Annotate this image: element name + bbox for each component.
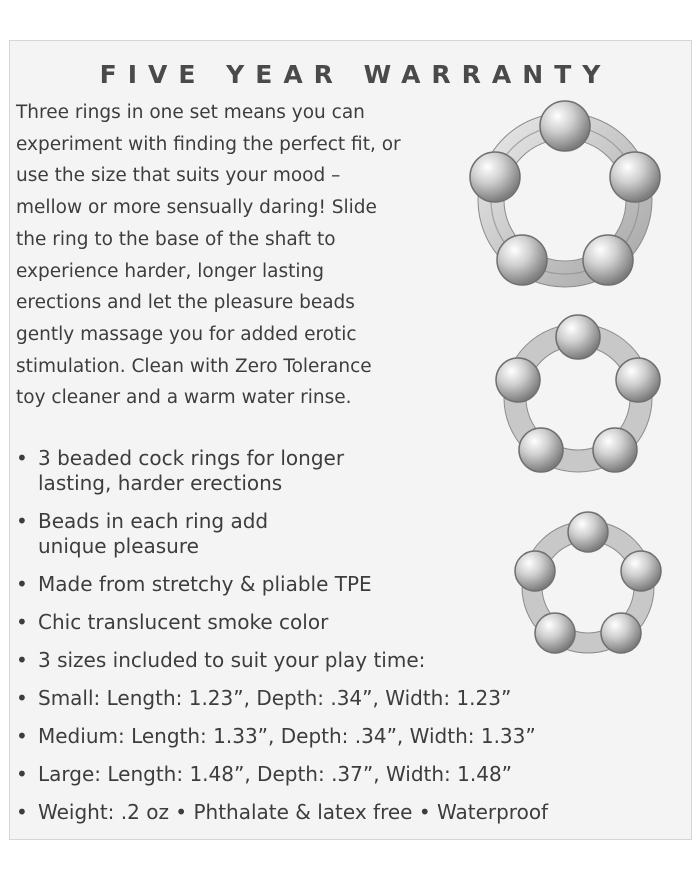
beaded-ring-small-icon [500,505,675,670]
product-description: Three rings in one set means you can experiment with finding the perfect fit, or use the size that suits your mood – mellow or more sensually daring! Slide the ring to the base of the shaft to experience harder, longer lasting erections and let the pleasure beads gently massage you for added erotic stimulation. Clean with Zero Tolerance toy cleaner and a warm water rinse. [16,102,401,409]
list-item-line: lasting, harder erections [38,471,283,495]
list-item: • Chic translucent smoke color [14,610,694,635]
list-item: • Large: Length: 1.48”, Depth: .37”, Width: 1.48” [14,762,694,787]
list-item-line: • Beads in each ring add [38,509,269,533]
list-item: • Medium: Length: 1.33”, Depth: .34”, Width: 1.33” [14,724,694,749]
beaded-ring-medium-icon [483,310,673,490]
list-item: • Weight: .2 oz • Phthalate & latex free • Waterproof [14,800,694,825]
page-title: FIVE YEAR WARRANTY [99,60,612,89]
list-item: • Small: Length: 1.23”, Depth: .34”, Width: 1.23” [14,686,694,711]
list-item-line: • 3 beaded cock rings for longer [38,446,345,470]
list-item: • 3 sizes included to suit your play time: [14,648,694,673]
list-item: • Made from stretchy & pliable TPE [14,572,694,597]
beaded-ring-large-icon [455,100,675,300]
list-item-line: unique pleasure [38,534,199,558]
